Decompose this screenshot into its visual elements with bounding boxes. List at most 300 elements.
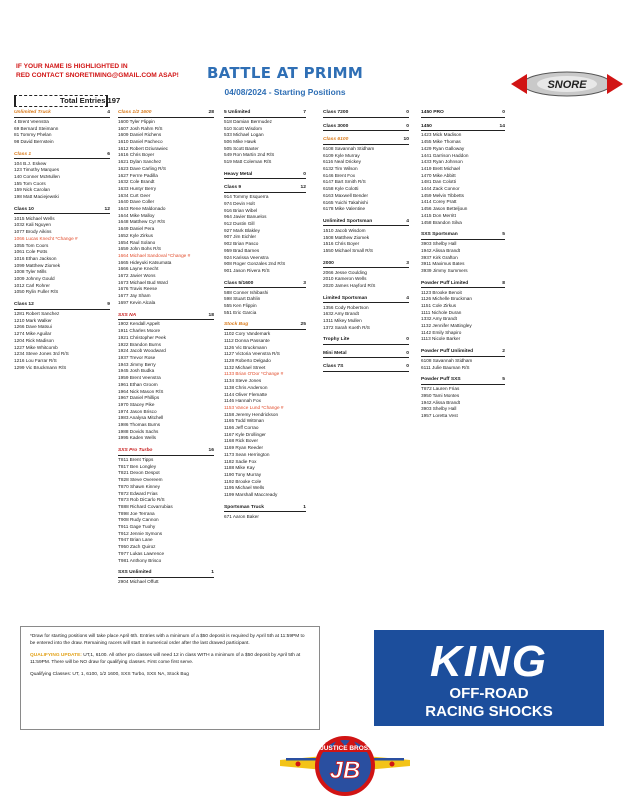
entry: 1204 Rick Madison [14,337,54,343]
entry: 3937 Kirk Grafton [421,254,458,260]
race-class [323,261,409,290]
entry: 1677 Jay Sham [118,293,151,299]
entry: T912 Jennie Symons [118,530,163,536]
entry: 1609 Daniel Richens [118,132,162,138]
class-header [421,349,505,357]
entry: 1032 Kali Nguyen [14,222,52,228]
entry: 6108 Savannah Stidham [421,358,473,364]
entry-list [323,228,409,255]
entry: 1167 Kyle Drollinger [224,431,266,437]
entry-list [14,161,110,201]
entry: 1481 Dan Colotti [421,179,456,185]
entry: 1441 Garrison Haddon [421,152,469,158]
entry: 1995 Kaden Wells [118,435,156,441]
race-class [323,110,409,118]
entry: 1015 Michael Wells [14,215,55,221]
class-header [421,281,505,289]
entry: 3950 Tami Montes [421,393,460,399]
class-header [14,207,110,215]
class-name: Heavy Metal [224,171,253,177]
entry: 104 B.J. Eskew [14,160,47,166]
entry: 1458 Brandon Silva [421,219,462,225]
entry: 1945 Josh Budka [118,368,155,374]
entry: 1190 Tony Murray [224,472,262,477]
race-class [14,110,110,146]
entry: 1666 Layne Knecht [118,266,159,272]
class-count: 5 [502,377,505,383]
page-title: BATTLE AT PRIMM [206,64,364,82]
jb-logo-top: JUSTICE BROS. [320,745,370,752]
class-name: SXS Pro Turbo [118,448,153,454]
entry: T977 Lukas Lawrence [118,550,165,556]
page-subtitle: 04/08/2024 - Starting Positions [224,87,346,97]
entry: 3911 Maximus Bates [421,261,465,267]
class-count: 28 [208,110,214,115]
entry: 1643 Rene Maldonado [118,206,166,212]
entry: 907 Jim Eichler [224,234,257,240]
entry: 1644 Mike Malloy [118,212,155,218]
entry: 1510 Jacob Wisdom [323,227,366,233]
entry: 1128 Roberto Delgado [224,358,271,364]
entry: T872 Edward Frias [118,490,158,496]
king-logo-sub1: OFF-ROAD [449,685,529,702]
qualifying-classes: Qualifying Classes: UT, 1, 6100, 1/2 1600, SXS Turbo, SXS NA, Stock Bug [30,672,189,678]
class-header [323,261,409,269]
race-class [14,302,110,371]
entry: 1123 Brooke Benoit [421,289,462,295]
class-header [421,124,505,132]
entry: 2904 Michael Offutt [118,579,159,585]
entry: 518 Damian Bermudez [224,118,272,124]
entry: 964 Javier Banuelos [224,214,267,220]
entry: 6165 Yuichi Takahishi [323,199,368,205]
race-class [421,110,505,118]
class-name: 1450 PRO [421,110,444,115]
class-name: Class 10 [14,206,34,212]
entry: 1672 Javier Wons [118,273,156,279]
entry: 6178 Mike Valentine [323,206,366,212]
entry-list [118,457,214,564]
class-header [224,505,306,513]
entry: 1102 Cory Vandemark [224,331,271,337]
entry: 1959 Brent Veenstra [118,375,161,381]
entry-list [421,290,505,344]
class-name: SXS Sportsman [421,232,458,238]
entry: 1697 Kevin Alcala [118,299,156,305]
entry: 198 Matt Maciejewski [14,194,59,200]
qualifying-update [30,653,310,666]
entry-list [224,290,306,317]
entry: 1113 Nicole Barker [421,336,461,342]
class-count: 0 [406,364,409,370]
footnote-box [20,626,320,730]
entry: 1126 Vic Bruckmann [224,344,267,350]
class-header [323,110,409,118]
entry-highlighted: 1153 Vance Lund *Change # [224,404,284,410]
class-count: 0 [406,123,409,129]
entry-highlighted: 1066 Lucas Knecht *Change # [14,235,78,241]
entry: 1516 Chris Boyer [323,241,360,247]
entry-list [421,132,505,226]
entry: 1444 Zack Connor [421,186,460,192]
entry: 1961 Ethan Groom [118,381,158,387]
entry: 1455 Mike Thomas [421,139,461,145]
king-shocks-logo [374,630,604,726]
entry: 1055 Tom Coors [14,242,49,248]
entry: 1922 Brandon Burns [118,341,162,347]
entry: 1921 Christopher Peek [118,334,166,340]
entry: T981 Anthony Brisco [118,557,162,563]
class-header [14,302,110,310]
entry: 1654 Raul Solano [118,239,156,245]
entry: T828 Steve Overeem [118,477,163,483]
class-count: 0 [406,337,409,343]
class-name: Limited Sportsman [323,295,368,301]
entry: 1612 Robert Dziurawiec [118,145,169,151]
class-count: 0 [406,350,409,356]
class-column [14,110,110,377]
class-name: 5 Unlimited [224,110,251,115]
entry: 588 Conner Ishibashi [224,289,269,295]
entry: 1429 Ryan Galloway [421,145,465,151]
entry: 1423 Mick Madison [421,132,462,138]
race-class [224,322,306,498]
entry: 1016 Ethan Jackson [14,255,57,261]
entry: 519 Matt Coleman R/S [224,159,272,165]
entry: 1168 Rick Bover [224,438,259,444]
qualifying-text: UT,1, 6100. All other pro classes will need 12 in class WITH a minimum of a $50 deposit by April 5th at 11:59PM. There will be NO draw for qualifying classes. First come first serve. [30,653,301,665]
entry: 1195 Michael Wells [224,485,265,491]
entry-highlighted: 1133 Brian O'Dor *Change # [224,371,284,377]
race-class [118,570,214,586]
race-class [224,172,306,180]
class-header [118,110,214,118]
entry: 1665 Hideyuki Katsumata [118,259,172,265]
race-class [14,152,110,201]
entry: 1227 Mike Whitcomb [14,344,58,350]
class-header [323,337,409,345]
class-name: Mini Metal [323,350,347,356]
class-header [323,296,409,304]
race-class [224,110,306,166]
entry: 1134 Steve Jones [224,378,262,384]
class-name: Unlimited Truck [14,110,51,115]
entry-list [224,331,306,499]
entry: 6147 Bart Smith R/S [323,179,366,185]
entry: 98 David Bernstein [14,139,54,144]
class-name: Class 3000 [323,123,349,129]
entry: 1111 Nichole Duran [421,309,462,315]
class-count: 12 [104,206,110,212]
entry: 1158 Jeremy Hendrickson [224,411,279,417]
qualifying-label: QUALIFYING UPDATE: [30,653,82,659]
race-class [323,219,409,255]
entry: 3903 Shelby Hall [421,241,457,247]
entry: 1508 Matthew Ziomek [323,234,370,240]
entry: 1274 Mike Aguilar [14,331,52,337]
entry: 1281 Robert Sanchez [14,311,60,317]
race-class [224,185,306,274]
entry: 1169 Ryan Reeder [224,445,264,451]
entry: 6109 Kyle Murray [323,152,360,158]
entry: 1673 Michael Bud Ward [118,279,168,285]
entry: 505 Scott Baxter [224,145,259,151]
entry: 159 Nick Carolan [14,187,50,193]
entry: 1964 Nick Mason R/S [118,388,164,394]
class-header [421,110,505,118]
class-name: Class 1/2 1600 [118,110,152,115]
entry: 1550 Michael Small R/S [323,247,374,253]
entry: 6111 Julie Bauman R/S [421,364,470,370]
entry: 1659 John Bohs R/S [118,246,161,252]
class-header [224,322,306,330]
entry: 1144 Oliver Flematte [224,391,268,397]
entry: 1216 Lou Farrar R/S [14,357,57,363]
class-count: 4 [406,218,409,224]
race-class [421,349,505,371]
entry: 1126 Michelle Bruckman [421,296,472,302]
entry-list [323,146,409,213]
class-header [323,124,409,132]
class-header [224,185,306,193]
class-count: 25 [300,322,306,328]
class-header [323,351,409,359]
entry: 1986 Thomas Burns [118,422,161,428]
class-count: 0 [502,110,505,115]
entry-list [421,358,505,371]
entry: 1311 Mikey Mullen [323,317,362,323]
entry: 123 Timothy Marques [14,167,60,173]
entry: 6158 Kyle Colotti [323,186,359,192]
entry: 6108 Savannah Stidham [323,145,375,151]
class-name: SXS NA [118,312,137,318]
entry: 902 Brian Pasco [224,241,259,247]
class-name: Stock Bug [224,322,249,328]
class-name: Class 7200 [323,110,349,115]
entry: T872 Lauren Frias [421,386,460,392]
class-name: Trophy Lite [323,337,350,343]
snore-logo [507,60,627,108]
entry: 1942 Alissa Brandt [421,247,461,253]
entry: 1634 Curt Geer [118,192,151,198]
entry: T870 Shawn Kinney [118,483,160,489]
entry: T888 Richard Covarrubias [118,503,173,509]
class-column [421,110,505,426]
entry: 924 Karissa Veenstra [224,254,269,260]
entry: 1902 Kendall Appelt [118,321,160,327]
entry: 549 Ron Martin 2nd R/S [224,152,275,158]
entry-list [421,241,505,275]
entry: 1061 Cole Potts [14,249,48,255]
race-class [118,110,214,307]
entry: 1957 Loretta Vest [421,413,458,419]
entry: T821 Dexon Despot [118,470,160,476]
entry-list [118,579,214,586]
entry: 1970 Stacey Pike [118,401,155,407]
class-count: 16 [208,448,214,454]
entry: 1632 Amy Brandt [323,311,359,317]
class-count: 4 [107,110,110,115]
class-count: 18 [208,312,214,318]
race-class [323,364,409,372]
entry: 1050 Rylin Fuller R/S [14,289,59,295]
race-class [323,124,409,132]
race-class [323,337,409,345]
entry: 2020 James Hayford R/S [323,282,376,288]
entry: 1009 Johnny Gould [14,276,55,282]
notice-line-2: RED CONTACT SNORETIMING@GMAIL.COM ASAP! [16,72,179,79]
entry: 1967 Daniel Phillips [118,395,160,401]
class-header [118,313,214,321]
class-count: 5 [502,232,505,238]
race-class [14,207,110,296]
entry: 1210 Mark Walker [14,317,52,323]
entry: 1356 Cody Robertson [323,304,369,310]
entry: 1077 Brody Aikins [14,229,52,235]
race-class [118,448,214,564]
entry: 3903 Shelby Hall [421,406,457,412]
class-count: 0 [303,171,306,177]
entry: 81 Tommy Phelan [14,132,52,138]
entry: 1627 Ferrre Padilla [118,172,158,178]
entry: 6116 Neal Drickey [323,159,361,165]
entry: 1942 Alissa Brandt [421,399,461,405]
class-header [14,152,110,160]
entry: T950 Zach Quiroz [118,544,156,550]
entry: 155 Tom Coors [14,180,46,186]
entry-list [14,216,110,296]
entry: 555 Ken Flippin [224,302,257,308]
class-name: Class 5/1600 [224,280,254,286]
entry: 1414 Corey Pratt [421,199,457,205]
class-count: 10 [403,137,409,142]
entry: 4 Brent Veenstra [14,118,49,124]
class-count: 12 [300,185,306,191]
justice-bros-logo [280,728,410,798]
entry: 1138 Chris Anderson [224,384,268,390]
class-header [118,570,214,578]
entry: T811 Brent Tipps [118,457,154,463]
class-header [421,232,505,240]
entry: 140 Conner McMullen [14,174,60,179]
entry: 912 Dustin Gill [224,221,255,227]
class-count: 8 [502,280,505,286]
entry: 1127 Victoria Veenstra R/S [224,351,280,357]
race-class [323,296,409,332]
class-header [224,110,306,118]
class-name: Sportsman Truck [224,504,264,510]
entry: 533 Michael Logan [224,132,264,138]
class-name: Class 9 [224,185,242,191]
class-name: Powder Puff Limited [421,280,469,286]
entry: T908 Rudy Cannon [118,517,159,523]
entry: 510 Scott Wisdom [224,125,263,131]
class-count: 3 [303,280,306,286]
entry-list [323,305,409,332]
total-entries: Total Entries 197 [60,96,121,105]
entry: 1456 Jason Betteljoun [421,206,468,212]
class-name: Class 6100 [323,137,349,142]
entry: 908 Roger Gonzales 2nd R/S [224,261,286,267]
class-name: Class 1 [14,151,32,157]
race-class [224,505,306,521]
class-header [224,281,306,289]
class-column [323,110,409,378]
entry: 1415 Don Merritt [421,212,456,218]
class-header [118,448,214,456]
entry: 1182 Sadie Fox [224,458,257,464]
race-class [224,281,306,317]
entry: 1266 Dave Matsui [14,324,52,330]
race-class [421,377,505,419]
entry: 1610 Daniel Pacheco [118,139,163,144]
entry-list [118,119,214,307]
class-header [323,137,409,145]
class-count: 1 [211,570,214,576]
entry-list [421,386,505,420]
entry: 1012 Carl Rohrer [14,282,50,288]
race-class [421,281,505,344]
entry: T873 Rob DiCarlo R/S [118,497,165,503]
class-name: Class 12 [14,302,34,308]
entry: 2066 Jesse Goulding [323,269,368,275]
entry: 1299 Vic Bruckmann R/S [14,364,67,370]
class-count: 6 [107,151,110,157]
class-count: 7 [303,110,306,115]
entry: 1234 Steve Jones 3rd R/S [14,351,69,357]
entry: 1332 Amy Brandt [421,316,457,322]
class-header [323,219,409,227]
entry: 1623 Dave Carling R/S [118,165,166,171]
king-logo-main: KING [430,637,548,686]
entry: 506 Mike Hawk [224,139,257,144]
entry: 959 Brad Barnes [224,247,260,253]
class-name: 2000 [323,260,334,266]
entry: 598 Stuart Dahlin [224,296,261,302]
entry: 1192 Brooke Cole [224,478,262,484]
race-class [421,124,505,227]
entry-list [323,270,409,290]
class-column [224,110,306,526]
entry: 974 Devin Holt [224,200,255,206]
king-logo-sub2: RACING SHOCKS [425,703,553,720]
entry: 1188 Mike Kay [224,465,255,471]
entry-list [118,321,214,442]
class-header [224,172,306,180]
race-class [323,137,409,213]
entry: 1648 Matthew Cyr R/S [118,219,166,225]
class-count: 4 [406,295,409,301]
entry: 1911 Charles Moore [118,328,161,334]
class-count: 9 [107,302,110,308]
entry: 1008 Tyler Mills [14,269,47,275]
entry: 1165 Todd Wittman [224,418,264,424]
entry: 1633 Huntyr Berry [118,185,157,191]
entry: 1372 Sarah Koeth R/S [323,324,370,330]
class-count: 1 [303,504,306,510]
jb-logo-letters: JB [329,757,361,784]
class-column [118,110,214,592]
entry: 1099 Matthew Ziomek [14,262,61,268]
entry: 1173 Sean Herrington [224,451,270,457]
entry-list [224,194,306,274]
entry: 2010 Kameron Wells [323,276,367,282]
class-name: SXS Unlimited [118,570,152,576]
entry: 1676 Travis Reese [118,286,158,292]
entry: 1142 Emily Shapiro [421,329,462,335]
entry-list [14,119,110,146]
class-count: 0 [406,110,409,115]
